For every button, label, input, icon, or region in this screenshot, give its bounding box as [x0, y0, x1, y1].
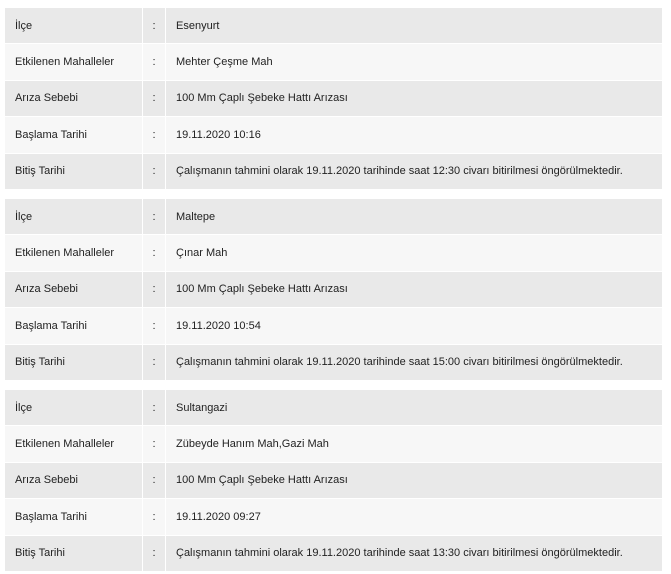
row-fault-cause	[5, 271, 662, 307]
affected-neighborhoods-label: Etkilenen Mahalleler	[5, 44, 143, 80]
affected-neighborhoods-label: Etkilenen Mahalleler	[5, 426, 143, 462]
separator: :	[143, 462, 166, 498]
outage-table	[5, 389, 662, 571]
separator: :	[143, 199, 166, 235]
row-affected-neighborhoods	[5, 44, 662, 80]
row-district	[5, 8, 662, 44]
separator: :	[143, 153, 166, 189]
end-date-value: Çalışmanın tahmini olarak 19.11.2020 tarihinde saat 13:30 civarı bitirilmesi öngörülmektedir.	[166, 535, 663, 571]
separator: :	[143, 344, 166, 380]
end-date-label: Bitiş Tarihi	[5, 153, 143, 189]
affected-neighborhoods-value: Çınar Mah	[166, 235, 663, 271]
row-district	[5, 199, 662, 235]
outage-table	[5, 7, 662, 189]
separator: :	[143, 426, 166, 462]
fault-cause-value: 100 Mm Çaplı Şebeke Hattı Arızası	[166, 80, 663, 116]
row-end-date	[5, 153, 662, 189]
row-start-date	[5, 117, 662, 153]
district-value: Maltepe	[166, 199, 663, 235]
start-date-value: 19.11.2020 10:54	[166, 308, 663, 344]
separator: :	[143, 308, 166, 344]
end-date-label: Bitiş Tarihi	[5, 535, 143, 571]
district-value: Sultangazi	[166, 390, 663, 426]
row-district	[5, 390, 662, 426]
fault-cause-value: 100 Mm Çaplı Şebeke Hattı Arızası	[166, 462, 663, 498]
separator: :	[143, 8, 166, 44]
separator: :	[143, 117, 166, 153]
start-date-label: Başlama Tarihi	[5, 499, 143, 535]
affected-neighborhoods-value: Mehter Çeşme Mah	[166, 44, 663, 80]
row-end-date	[5, 535, 662, 571]
separator: :	[143, 499, 166, 535]
end-date-value: Çalışmanın tahmini olarak 19.11.2020 tarihinde saat 15:00 civarı bitirilmesi öngörülmektedir.	[166, 344, 663, 380]
start-date-label: Başlama Tarihi	[5, 308, 143, 344]
fault-cause-label: Arıza Sebebi	[5, 462, 143, 498]
end-date-label: Bitiş Tarihi	[5, 344, 143, 380]
row-fault-cause	[5, 462, 662, 498]
start-date-value: 19.11.2020 09:27	[166, 499, 663, 535]
row-fault-cause	[5, 80, 662, 116]
fault-cause-label: Arıza Sebebi	[5, 80, 143, 116]
affected-neighborhoods-value: Zübeyde Hanım Mah,Gazi Mah	[166, 426, 663, 462]
fault-cause-label: Arıza Sebebi	[5, 271, 143, 307]
separator: :	[143, 535, 166, 571]
start-date-label: Başlama Tarihi	[5, 117, 143, 153]
fault-cause-value: 100 Mm Çaplı Şebeke Hattı Arızası	[166, 271, 663, 307]
separator: :	[143, 390, 166, 426]
end-date-value: Çalışmanın tahmini olarak 19.11.2020 tarihinde saat 12:30 civarı bitirilmesi öngörülmektedir.	[166, 153, 663, 189]
outage-table	[5, 198, 662, 380]
district-value: Esenyurt	[166, 8, 663, 44]
district-label: İlçe	[5, 8, 143, 44]
district-label: İlçe	[5, 199, 143, 235]
separator: :	[143, 271, 166, 307]
start-date-value: 19.11.2020 10:16	[166, 117, 663, 153]
district-label: İlçe	[5, 390, 143, 426]
row-end-date	[5, 344, 662, 380]
separator: :	[143, 235, 166, 271]
row-start-date	[5, 308, 662, 344]
separator: :	[143, 80, 166, 116]
row-affected-neighborhoods	[5, 426, 662, 462]
row-start-date	[5, 499, 662, 535]
separator: :	[143, 44, 166, 80]
affected-neighborhoods-label: Etkilenen Mahalleler	[5, 235, 143, 271]
row-affected-neighborhoods	[5, 235, 662, 271]
